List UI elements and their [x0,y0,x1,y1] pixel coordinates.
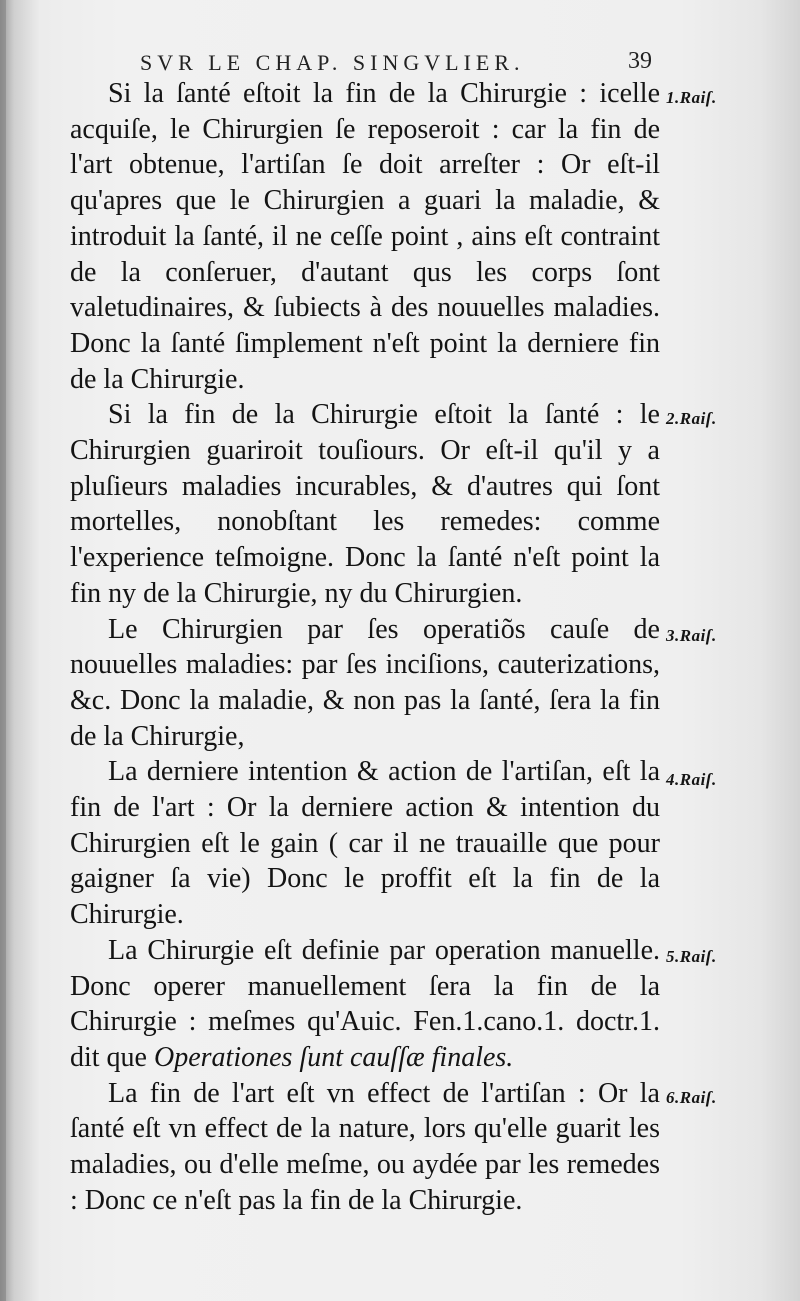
paragraph-1-text: Si la ſanté eſtoit la fin de la Chirurgie : icelle acquiſe, le Chirurgien ſe reposeroit : car la fin de l'art obtenue, l'artiſan ſe doit arreſter : Or eſt-il qu'apres que le Chirurgien a guari la maladie, & introduit la ſanté, il ne ceſſe point , ains eſt contraint de la conſeruer, d'autant qus les corps ſont valetudinaires, & ſubiects à des nouuelles maladies. Donc la ſanté ſimplement n'eſt point la derniere fin de la Chirurgie. [70,78,660,395]
paragraph-4-text: La derniere intention & action de l'artiſan, eſt la fin de l'art : Or la derniere action & intention du Chirurgien eſt le gain ( car il ne trauaille que pour gaigner ſa vie) Donc le proffit eſt la fin de la Chirurgie. [70,756,660,931]
paragraph-6 [70,1076,717,1219]
margin-note-4: 4.Raiſ. [666,770,717,790]
page-number: 39 [628,48,652,74]
paragraph-3-text: Le Chirurgien par ſes operatiõs cauſe de nouuelles maladies: par ſes inciſions, cauterizations, &c. Donc la maladie, & non pas la ſanté, ſera la fin de la Chirurgie, [70,613,660,752]
margin-note-3: 3.Raiſ. [666,625,717,645]
paragraph-1 [70,76,717,397]
margin-note-1: 1.Raiſ. [666,88,717,107]
paragraph-2 [70,397,717,611]
paragraph-3 [70,612,717,755]
latin-quotation: Operationes ſunt cauſſæ finales. [154,1041,514,1073]
paragraph-5-text: La Chirurgie eſt definie par operation manuelle. Donc operer manuellement ſera la fin de la Chirurgie : meſmes qu'Auic. Fen.1.cano.1. doctr.1. dit que [70,934,660,1073]
page-gutter-shadow [0,0,6,1301]
paragraph-4 [70,754,717,933]
paragraph-5 [70,933,717,1076]
paragraph-2-text: Si la fin de la Chirurgie eſtoit la ſanté : le Chirurgien guariroit touſiours. Or eſt-il qu'il y a pluſieurs maladies incurables, & d'autres qui ſont mortelles, nonobſtant les remedes: comme l'experience teſmoigne. Donc la ſanté n'eſt point la fin ny de la Chirurgie, ny du Chirurgien. [70,399,660,609]
margin-note-6: 6.Raiſ. [666,1087,717,1107]
margin-note-5: 5.Raiſ. [666,946,717,966]
body-text [70,76,717,1219]
paragraph-6-text: La fin de l'art eſt vn effect de l'artiſan : Or la ſanté eſt vn effect de la nature, lors qu'elle guarit les maladies, ou d'elle meſme, ou aydée par les remedes : Donc ce n'eſt pas la fin de la Chirurgie. [70,1077,660,1216]
margin-note-2: 2.Raiſ. [666,409,717,429]
running-title: SVR LE CHAP. SINGVLIER. [140,50,525,75]
